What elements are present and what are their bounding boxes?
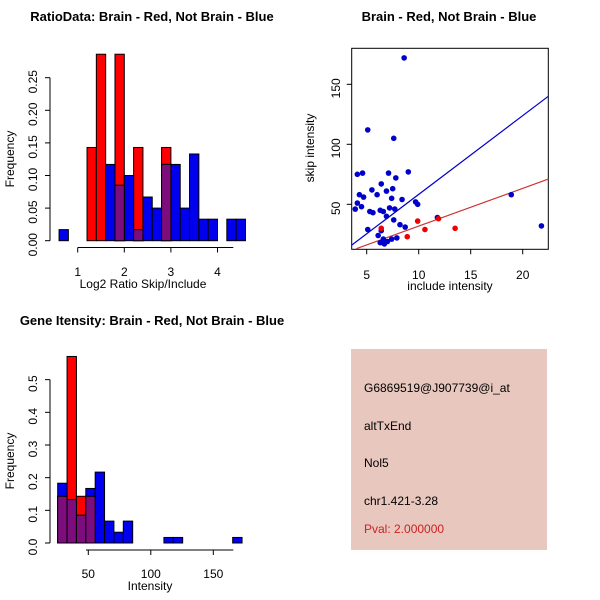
y-axis-title: Frequency [3, 130, 17, 188]
data-point [404, 234, 410, 240]
data-point [370, 210, 376, 216]
histogram-bar-blue [180, 208, 189, 241]
regression-line [352, 96, 549, 245]
data-point [381, 209, 387, 215]
data-point [415, 218, 421, 224]
data-point [391, 217, 397, 223]
y-tick-label: 0.25 [26, 70, 40, 94]
histogram-bar-blue [173, 537, 182, 543]
data-point [406, 169, 412, 175]
histogram-bar-overlap [76, 515, 85, 543]
data-point [508, 192, 514, 198]
data-point [402, 224, 408, 230]
data-point [394, 235, 400, 241]
x-tick-label: 50 [81, 567, 95, 581]
data-point [386, 170, 392, 176]
histogram-bar-blue [164, 537, 173, 543]
data-point [365, 227, 371, 233]
data-point [360, 170, 366, 176]
histogram-bar-blue [171, 164, 180, 240]
histogram-bar-overlap [134, 230, 143, 241]
data-point [401, 55, 407, 61]
y-tick-label: 0.0 [26, 538, 40, 556]
data-point [384, 188, 390, 194]
data-point [382, 241, 388, 247]
histogram-bar-blue [208, 219, 217, 241]
y-tick-label: 0.2 [26, 473, 40, 491]
x-tick-label: 1 [74, 265, 82, 279]
histogram-bar-blue [106, 164, 115, 240]
x-axis-title: Log2 Ratio Skip/Include [79, 277, 207, 291]
data-point [397, 222, 403, 228]
pval-text: Pval: 2.000000 [364, 522, 445, 536]
data-point [415, 202, 421, 208]
data-point [389, 196, 395, 202]
plot-box [352, 48, 549, 249]
histogram-bar-blue [143, 197, 152, 241]
data-point [375, 233, 381, 239]
y-tick-label: 0.1 [26, 505, 40, 523]
x-tick-label: 15 [464, 268, 478, 282]
data-point [374, 192, 380, 198]
data-point [359, 204, 365, 210]
splice-event-text: altTxEnd [364, 419, 412, 433]
y-tick-label: 0.00 [26, 233, 40, 257]
histogram-bar-blue [95, 472, 104, 543]
y-tick-label: 0.10 [26, 167, 40, 192]
histogram-bar-red [134, 147, 143, 240]
x-tick-label: 5 [363, 268, 371, 282]
data-point [389, 236, 395, 242]
x-axis-title: Intensity [127, 579, 173, 593]
ratio-histogram-panel [0, 0, 300, 300]
location-text: chr1.421-3.28 [364, 494, 439, 508]
histogram-bar-red [96, 54, 105, 240]
histogram-bar-blue [233, 537, 242, 543]
x-tick-label: 150 [203, 567, 224, 581]
x-tick-label: 2 [120, 265, 128, 279]
data-point [352, 206, 358, 212]
histogram-bar-blue [199, 219, 208, 241]
histogram-bar-overlap [162, 164, 171, 240]
data-point [365, 127, 371, 133]
overlap-series [58, 496, 96, 543]
x-tick-label: 3 [167, 265, 175, 279]
data-point [369, 187, 375, 193]
histogram-bar-overlap [115, 185, 124, 240]
y-tick-label: 0.3 [26, 440, 40, 458]
gene-intensity-histogram-panel [0, 300, 300, 600]
histogram-bar-blue [236, 219, 245, 241]
chart-title: RatioData: Brain - Red, Not Brain - Blue [30, 9, 274, 24]
y-tick-label: 0.05 [26, 200, 40, 224]
chart-title: Gene Itensity: Brain - Red, Not Brain - Blue [19, 313, 285, 328]
y-tick-label: 50 [329, 201, 343, 215]
histogram-bar-red [87, 147, 96, 240]
x-tick-label: 20 [516, 268, 530, 282]
histogram-bar-overlap [58, 496, 67, 543]
chart-title: Brain - Red, Not Brain - Blue [361, 9, 537, 24]
data-point [436, 216, 442, 222]
data-point [361, 194, 367, 200]
intensity-scatter-panel [300, 0, 600, 300]
histogram-bar-blue [190, 154, 199, 241]
data-point [378, 181, 384, 187]
data-point [390, 186, 396, 192]
histogram-bar-blue [152, 208, 161, 241]
x-axis-title: include intensity [407, 279, 493, 293]
y-tick-label: 150 [329, 78, 343, 99]
x-tick-label: 100 [140, 567, 161, 581]
data-point [539, 223, 545, 229]
y-tick-label: 100 [329, 138, 343, 159]
histogram-bar-blue [227, 219, 236, 241]
y-tick-label: 0.4 [26, 407, 40, 425]
y-axis-title: skip intensity [303, 113, 317, 183]
data-point [387, 205, 393, 211]
data-point [393, 175, 399, 181]
data-point [391, 136, 397, 142]
data-point [422, 227, 428, 233]
y-tick-label: 0.15 [26, 135, 40, 159]
data-point [452, 226, 458, 232]
data-point [384, 214, 390, 220]
gene-name-text: Nol5 [364, 456, 389, 470]
probe-id-text: G6869519@J907739@i_at [364, 381, 510, 395]
histogram-bar-blue [59, 230, 68, 241]
data-point [355, 172, 361, 178]
x-tick-label: 4 [214, 265, 221, 279]
y-axis-title: Frequency [3, 432, 17, 490]
data-point [378, 226, 384, 232]
histogram-bar-blue [114, 532, 123, 543]
data-point [392, 206, 398, 212]
y-tick-label: 0.20 [26, 102, 40, 126]
y-tick-label: 0.5 [26, 375, 40, 392]
info-panel [351, 349, 547, 550]
histogram-bar-blue [123, 521, 132, 543]
not-brain-points [352, 55, 544, 247]
histogram-bar-overlap [67, 500, 76, 543]
data-point [399, 197, 405, 203]
x-tick-label: 10 [412, 268, 426, 282]
histogram-bar-overlap [86, 496, 95, 543]
histogram-bar-blue [105, 521, 114, 543]
histogram-bar-blue [124, 176, 133, 241]
